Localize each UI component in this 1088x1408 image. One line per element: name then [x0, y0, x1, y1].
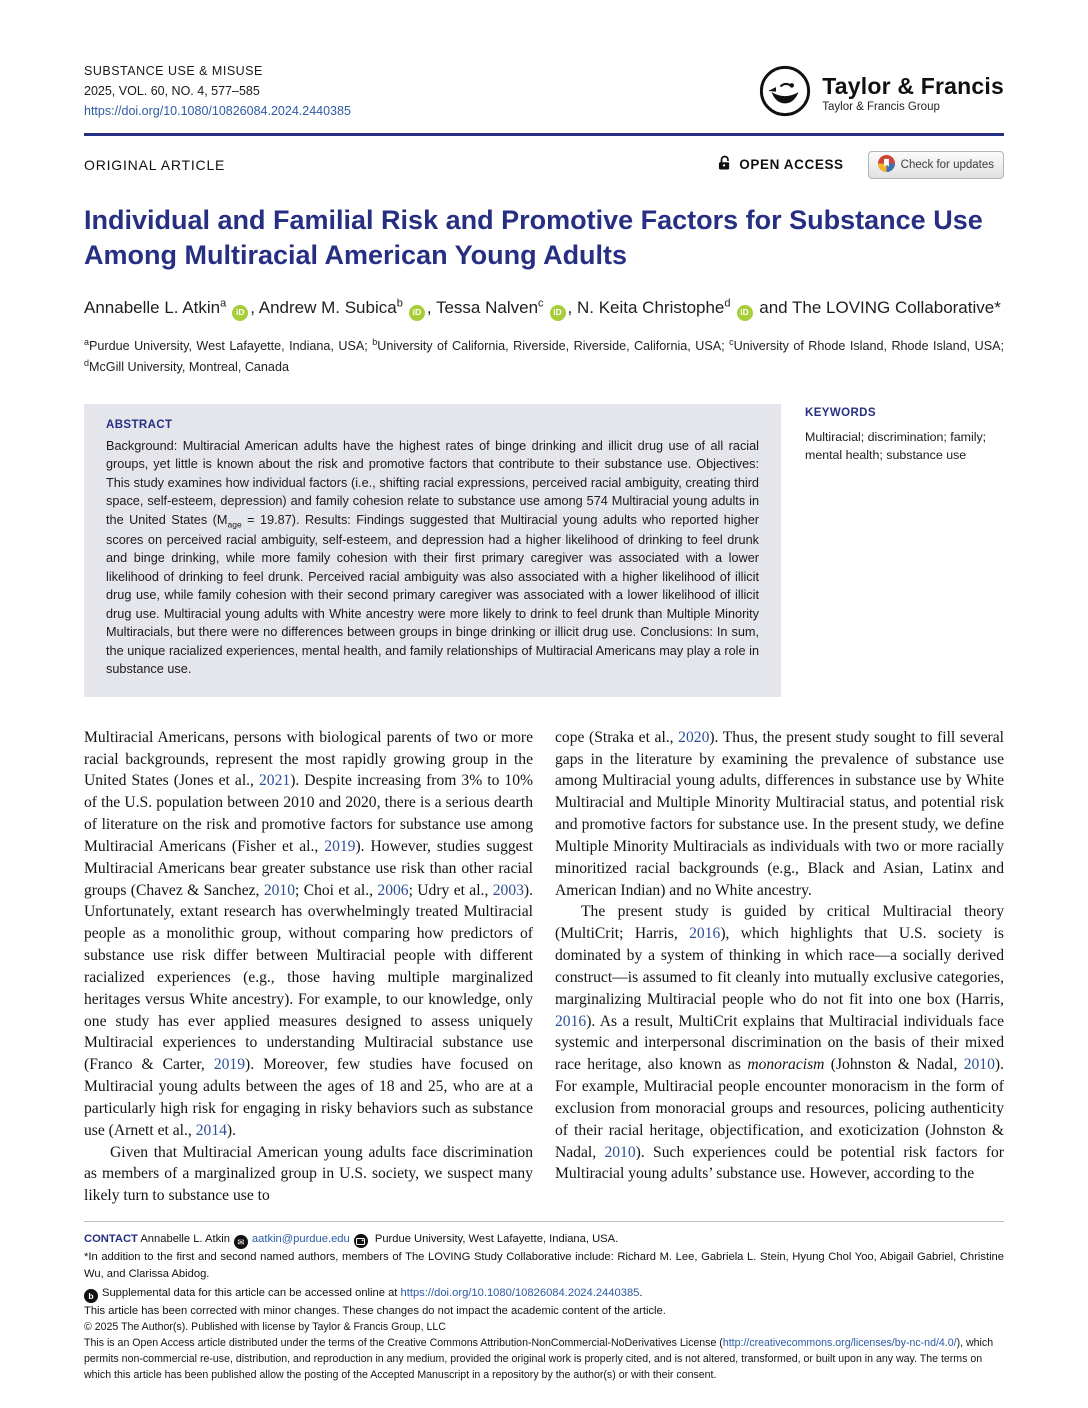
abstract-section — [84, 404, 1004, 697]
orcid-icon[interactable]: iD — [737, 305, 753, 321]
header-rule — [84, 133, 1004, 136]
author-separator: , — [426, 298, 436, 318]
doi-link[interactable]: https://doi.org/10.1080/10826084.2024.2440385 — [84, 103, 351, 118]
citation-link[interactable]: 2003 — [492, 881, 524, 899]
citation-link[interactable]: 2014 — [195, 1121, 227, 1139]
author-separator: and The LOVING Collaborative* — [754, 298, 1001, 318]
inline-link[interactable]: http://creativecommons.org/licenses/by-nc-nd/4.0/ — [722, 1337, 957, 1350]
journal-info — [84, 62, 351, 121]
contact-address: Purdue University, West Lafayette, Indiana, USA. — [371, 1233, 619, 1246]
author-name: Andrew M. Subica$^b$ — [258, 297, 403, 318]
author-name: Tessa Nalven$^c$ — [435, 297, 544, 318]
orcid-icon[interactable]: iD — [232, 305, 248, 321]
publisher-logo — [758, 64, 1004, 123]
journal-name: SUBSTANCE USE & MISUSE — [84, 64, 263, 78]
author-name: N. Keita Christophe$^d$ — [576, 297, 731, 318]
publisher-name: Taylor & Francis — [822, 72, 1004, 99]
open-access-label: OPEN ACCESS — [739, 157, 844, 172]
open-lock-icon — [717, 154, 732, 175]
body-paragraph: cope (Straka et al., 2020). Thus, the present study sought to fill several gaps in the literature by examining the prevalence of substance use among Multiracial young adults, differences in substance use by White Multiracial and Multiple Minority Multiracial status, and potential risk and promotive factors for substance use. In the present study, we define Multiple Minority Multiracials as individuals with two or more racially minoritized racial backgrounds (e.g., Black and Asian, Latinx and American Indian) and no White ancestry. — [555, 728, 1004, 899]
contact-line — [84, 1231, 1004, 1249]
taylor-francis-logo-icon — [758, 64, 812, 123]
article-type: ORIGINAL ARTICLE — [84, 156, 226, 173]
body-column-right — [555, 727, 1004, 1207]
citation-link[interactable]: 2021 — [259, 772, 291, 790]
crossmark-icon — [878, 155, 895, 175]
orcid-icon[interactable]: iD — [409, 305, 425, 321]
collaborative-note: *In addition to the first and second named authors, members of The LOVING Study Collaborative include: Richard M. Lee, Gabriela L. Stein, Hyung Chol Yoo, Abigail Gabriel, Christine Wu, and Clarissa Abidog. — [84, 1251, 1004, 1281]
supplemental-doi-link[interactable]: https://doi.org/10.1080/10826084.2024.2440385 — [400, 1287, 640, 1300]
check-for-updates-button[interactable] — [868, 151, 1004, 179]
supplemental-icon: b — [84, 1289, 98, 1303]
citation-link[interactable]: 2016 — [689, 925, 721, 943]
correction-note: This article has been corrected with minor changes. These changes do not impact the academic content of the article. — [84, 1305, 666, 1318]
first-page-footnotes — [84, 1221, 1004, 1384]
abstract-box — [84, 404, 781, 697]
authors-line — [84, 294, 1004, 322]
open-access-badge — [717, 154, 843, 175]
contact-label: CONTACT — [84, 1233, 138, 1246]
citation-link[interactable]: 2006 — [377, 881, 409, 899]
citation-link[interactable]: 2010 — [604, 1143, 636, 1161]
body-paragraph: The present study is guided by critical Multiracial theory (MultiCrit; Harris, 2016), which highlights that U.S. society is dominated by a system of thinking in which race—a socially derived construct—is assumed to fit cleanly into mutually exclusive categories, marginalizing Multiracial people who do not fit into one box (Harris, 2016). As a result, MultiCrit explains that Multiracial individuals face systemic and interpersonal discrimination on the basis of their mixed race heritage, also known as monoracism (Johnston & Nadal, 2010). For example, Multiracial people encounter monoracism in the form of exclusion from monoracial groups and resources, policing authenticity of their racial heritage, objectification, and exoticization (Johnston & Nadal, 2010). Such experiences could be potential risk factors for Multiracial young adults’ substance use. However, according to the — [555, 903, 1004, 1183]
citation-link[interactable]: 2010 — [963, 1056, 995, 1074]
article-type-row — [84, 151, 1004, 179]
abstract-text: Background: Multiracial American adults have the highest rates of binge drinking and illicit drug use of all racial groups, yet little is known about the risk and promotive factors that contribute to their substance use. Objectives: This study examines how individual factors (i.e., shifting racial expressions, perceived racial ambiguity, creating third space, self-esteem, depression) and family cohesion relate to substance use among 574 Multiracial young adults in the United States $(M_{age} = 19.87)$. Results: Findings suggested that Multiracial young adults who reported higher scores on perceived racial ambiguity, self-esteem, and depression had a higher likelihood of drinking to feel drunk and binge drinking, while more family cohesion with their first primary caregiver was associated with a lower likelihood of drinking to feel drunk. Perceived racial ambiguity was also associated with a higher likelihood of illicit drug use, while family cohesion with their second primary caregiver was associated with a lower likelihood of illicit drug use. Multiracial young adults with White ancestry were more likely to drink to feel drunk than Multiple Minority Multiracials, but there were no differences between groups in binge drinking or illicit drug use. Conclusions: In sum, the unique racialized experiences, mental health, and family relationships of Multiracial Americans may play a role in substance use. — [106, 438, 759, 677]
check-for-updates-label: Check for updates — [900, 158, 994, 171]
keywords-block — [805, 404, 1004, 697]
citation-link[interactable]: 2019 — [213, 1056, 246, 1074]
author-separator: , — [567, 298, 577, 318]
journal-issue: 2025, VOL. 60, NO. 4, 577–585 — [84, 83, 260, 98]
address-icon — [354, 1234, 368, 1248]
publisher-group: Taylor & Francis Group — [822, 101, 940, 114]
orcid-icon[interactable]: iD — [550, 305, 566, 321]
citation-link[interactable]: 2016 — [555, 1012, 587, 1030]
license-text: This is an Open Access article distributed under the terms of the Creative Commons Attribution-NonCommercial-NoDerivatives License (http://creativecommons.org/licenses/by-nc-nd/4.0/), which permits non-commercial re-use, distribution, and reproduction in any medium, provided the original work is properly cited, and is not altered, transformed, or built upon in any way. The terms on which this article has been published allow the posting of the Accepted Manuscript in a repository by the author(s) or with their consent. — [84, 1337, 994, 1382]
logo-text — [822, 74, 1004, 113]
citation-link[interactable]: 2020 — [678, 728, 710, 746]
copyright-line: © 2025 The Author(s). Published with license by Taylor & Francis Group, LLC — [84, 1321, 446, 1334]
affiliations: $^a$Purdue University, West Lafayette, Indiana, USA; $^b$University of California, Riverside, Riverside, California, USA; $^c$University of Rhode Island, Rhode Island, USA; $^d$McGill University, Montreal, Canada — [84, 336, 1005, 375]
contact-name: Annabelle L. Atkin — [137, 1233, 230, 1246]
citation-link[interactable]: 2019 — [324, 837, 356, 855]
email-icon: ✉ — [234, 1235, 248, 1249]
body-paragraph: Given that Multiracial American young adults face discrimination as members of a marginalized group in U.S. society, we suspect many likely turn to substance use to — [84, 1143, 533, 1205]
keywords-text: Multiracial; discrimination; family; mental health; substance use — [805, 429, 987, 462]
abstract-label: ABSTRACT — [106, 418, 173, 431]
body-paragraph: Multiracial Americans, persons with biological parents of two or more racial backgrounds, represent the most rapidly growing group in the United States (Jones et al., 2021). Despite increasing from 3% to 10% of the U.S. population between 2010 and 2020, there is a serious dearth of literature on the risk and promotive factors for substance use among Multiracial Americans (Fisher et al., 2019). However, studies suggest Multiracial Americans bear greater substance use risk than other racial groups (Chavez & Sanchez, 2010; Choi et al., 2006; Udry et al., 2003). Unfortunately, extant research has overwhelmingly treated Multiracial people as a monolithic group, without comparing how predictors of substance use risk differ between Multiracial people with different racialized experiences (e.g., those having multiple marginalized heritages versus White ancestry). For example, to our knowledge, only one study has ever applied measures designed to assess uniquely Multiracial experiences to understanding Multiracial substance use (Franco & Carter, 2019). Moreover, few studies have focused on Multiracial young adults between the ages of 18 and 25, who are at a particularly high risk for engaging in risky behaviors such as substance use (Arnett et al., 2014). — [84, 728, 533, 1139]
masthead — [84, 62, 1004, 123]
article-body — [84, 727, 1004, 1207]
keywords-label: KEYWORDS — [805, 406, 876, 419]
supplemental-text: Supplemental data for this article can be accessed online at — [102, 1287, 401, 1300]
supplemental-line — [84, 1285, 1004, 1303]
supplemental-period: . — [639, 1287, 643, 1300]
body-column-left — [84, 727, 533, 1207]
citation-link[interactable]: 2010 — [263, 881, 295, 899]
author-separator: , — [250, 298, 259, 318]
author-name: Annabelle L. Atkin$^a$ — [84, 297, 227, 318]
article-title: Individual and Familial Risk and Promotive Factors for Substance Use Among Multiracial American Young Adults — [84, 204, 983, 271]
contact-email-link[interactable]: aatkin@purdue.edu — [251, 1233, 350, 1246]
